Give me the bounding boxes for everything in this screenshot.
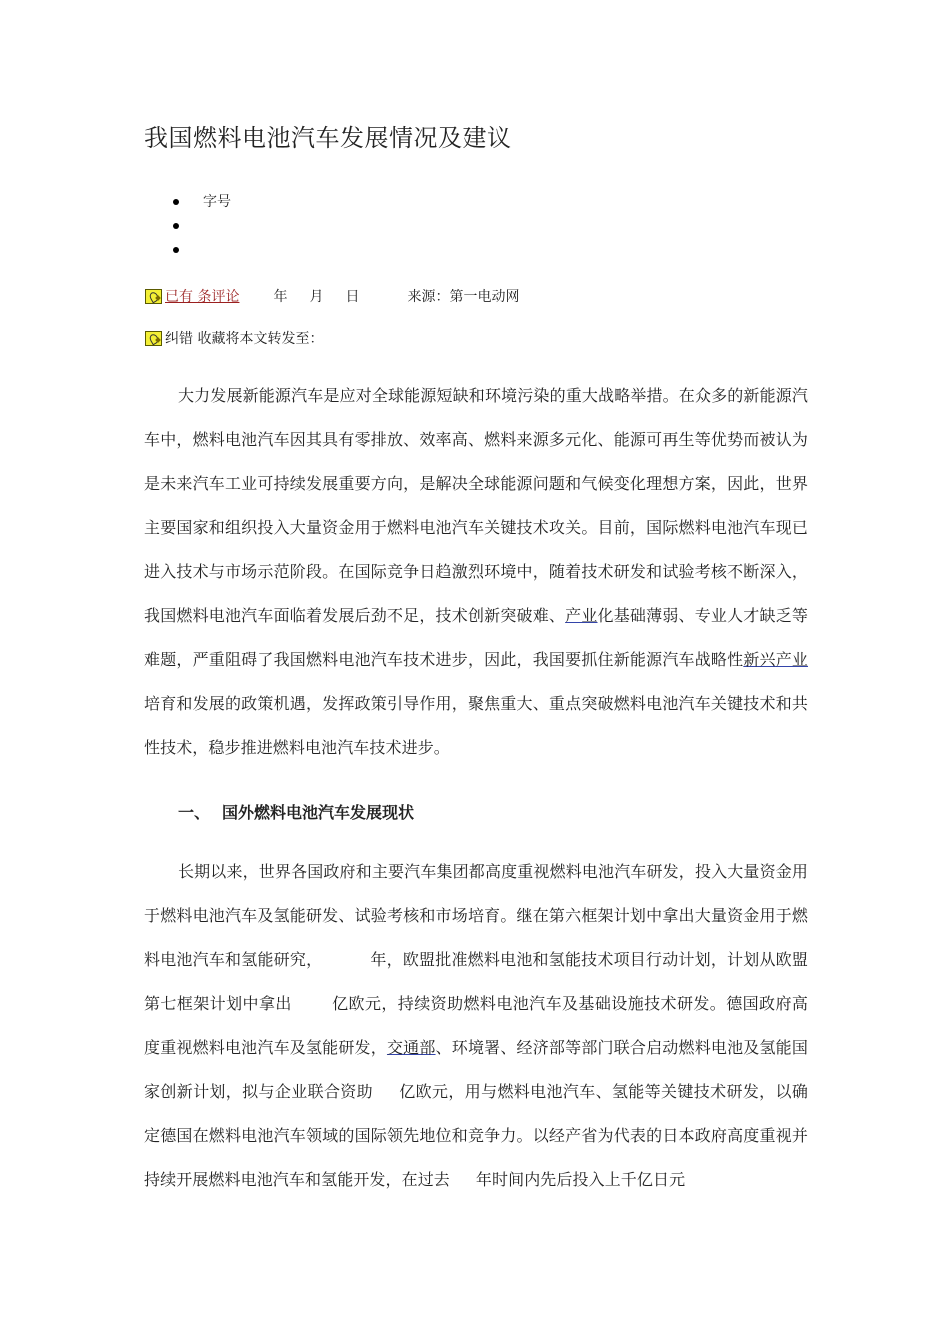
paragraph-text: 大力发展新能源汽车是应对全球能源短缺和环境污染的重大战略举措。在众多的新能源汽车中，燃料电池汽车因其具有零排放、效率高、燃料来源多元化、能源可再生等优势而被认为是未来汽车工业可持续发展重要方向，是解决全球能源问题和气候变化理想方案，因此，世界主要国家和组织投入大量资金用于燃料电池汽车关键技术攻关。目前，国际燃料电池汽车现已进入技术与市场示范阶段。在国际竞争日趋激烈环境中，随着技术研发和试验考核不断深入，我国燃料电池汽车面临着发展后劲不足，技术创新突破难、 [144,386,808,625]
font-size-label[interactable]: 字号 [203,194,231,210]
link-ministry-of-transport[interactable]: 交通部 [386,1038,436,1057]
article-source: 来源：第一电动网 [407,289,520,305]
article-title: 我国燃料电池汽车发展情况及建议 [144,124,512,152]
paragraph-text: 年，欧盟批准燃料电池和氢能技术项目行动计划，计划从欧盟第七框架计划中拿出 [144,950,808,1013]
article-meta-row [145,286,519,306]
paragraph-overseas [144,850,808,1202]
date-day: 日 [345,289,360,305]
date-month: 月 [309,289,324,305]
section-heading [178,800,414,823]
section-title: 国外燃料电池汽车发展现状 [222,803,415,822]
paragraph-text: 、环境署、经济部等部门联合启动燃料电池及氢能国家创新计划，拟与企业联合资助 [144,1038,808,1101]
paragraph-text: 年时间内先后投入上千亿日元 [475,1170,686,1189]
paragraph-intro [144,374,808,770]
link-industry[interactable]: 产业 [565,606,598,625]
paragraph-text: 亿欧元，用与燃料电池汽车、氢能等关键技术研发，以确定德国在燃料电池汽车领域的国际领先地位和竞争力。以经产省为代表的日本政府高度重视并持续开展燃料电池汽车和氢能开发，在过去 [144,1082,808,1189]
paragraph-text: 化基础薄弱、专业人才缺乏等难题，严重阻碍了我国燃料电池汽车技术进步，因此，我国要抓住新能源汽车战略性 [144,606,808,669]
bullet-dot-icon [173,199,179,205]
article-actions[interactable]: 纠错 收藏将本文转发至： [165,331,324,347]
section-number: 一、 [178,803,211,822]
paragraph-text: 培育和发展的政策机遇，发挥政策引导作用，聚焦重大、重点突破燃料电池汽车关键技术和共性技术，稳步推进燃料电池汽车技术进步。 [144,694,808,757]
article-actions-row [145,328,323,348]
link-emerging-industry[interactable]: 新兴产业 [743,650,809,669]
bullet-dot-icon [173,223,179,229]
edit-icon [145,331,162,346]
paragraph-text: 亿欧元，持续资助燃料电池汽车及基础设施技术研发。德国政府高度重视燃料电池汽车及氢能研发， [144,994,808,1057]
comments-link[interactable]: 已有 条评论 [165,289,240,305]
date-year: 年 [273,289,288,305]
paragraph-text: 长期以来，世界各国政府和主要汽车集团都高度重视燃料电池汽车研发，投入大量资金用于燃料电池汽车及氢能研发、试验考核和市场培育。继在第六框架计划中拿出大量资金用于燃料电池汽车和氢能研究， [144,862,808,969]
bullet-dot-icon [173,247,179,253]
comment-icon [145,289,162,304]
